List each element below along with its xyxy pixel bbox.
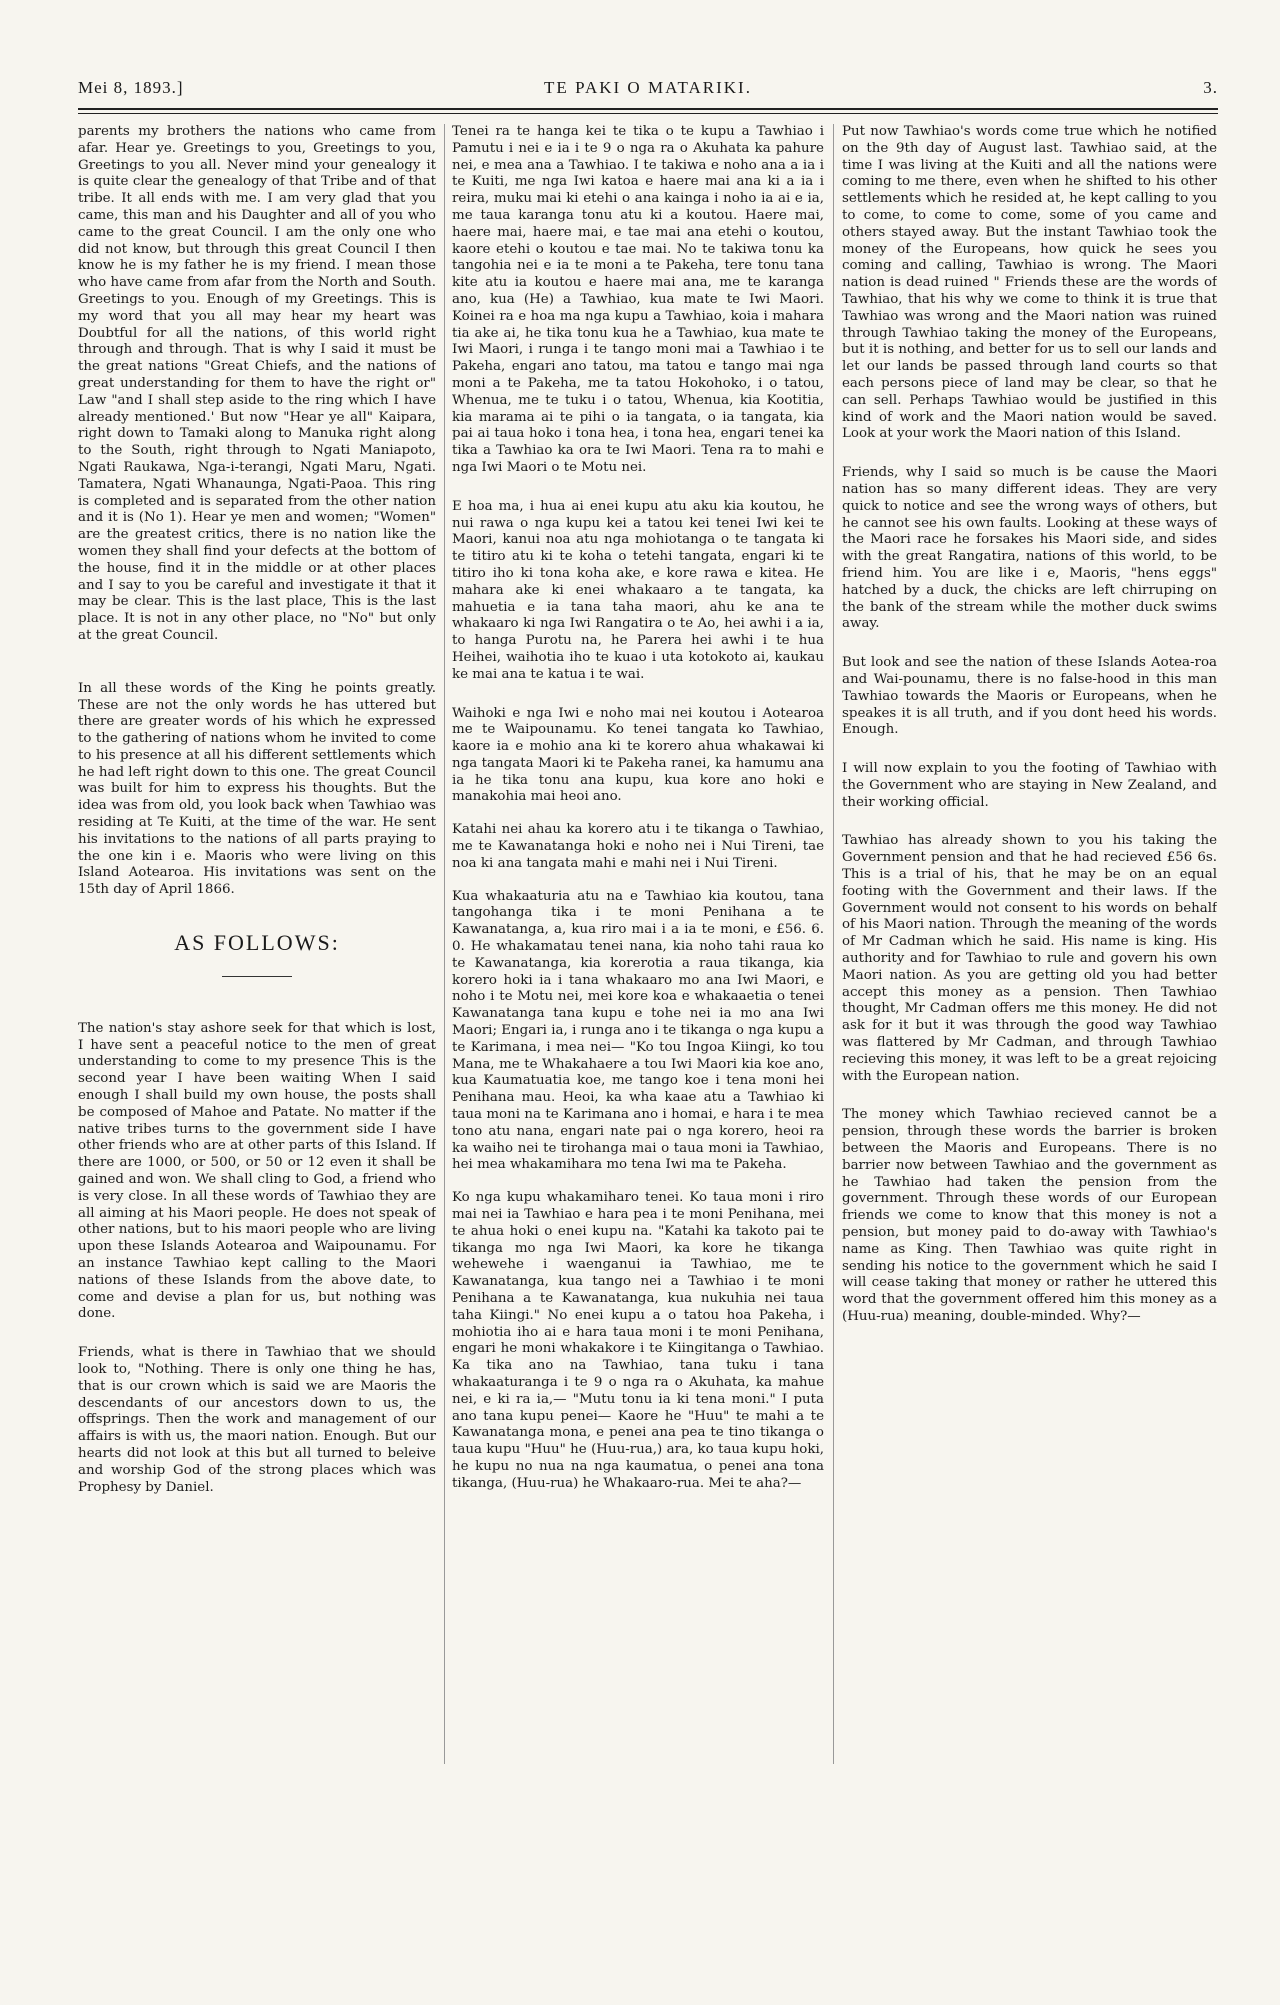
paragraph: Kua whakaaturia atu na e Tawhiao kia koutou, tana tangohanga tika i te moni Penihana a te Kawanatanga, a, kua riro mai i a ia te moni, e £56. 6. 0. He whakamatau tenei nana, kia noho tahi raua ko te Kawanatanga, kia korerotia a raua tikanga, kia korero hoki ia i tana whakaaro mo ana Iwi Maori, e noho i te Motu nei, mei kore koa e whakaaetia o tenei Kawanatanga tana kupu e tohe nei ia mo ana Iwi Maori; Engari ia, i runga ano i te tikanga o nga kupu a te Karimana, i mea nei— "Ko tou Ingoa Kiingi, ko tou Mana, me te Whakahaere a tou Iwi Maori kia koe ano, kua Kaumatuatia koe, me tango koe i tena moni hei Penihana mau. Heoi, ka wha kaae atu a Tawhiao ki taua moni na te Karimana ano i homai, e hara i te mea tono atu nana, engari nate pai o nga korero, heoi ra ka waiho nei te tirohanga mai o taua moni ia Tawhiao, hei mea whakamihara mo tena Iwi ma te Pakeha. bbox=[452, 888, 824, 1173]
paragraph: Friends, why I said so much is be cause the Maori nation has so many different ideas. They are very quick to notice and see the wrong ways of others, but he cannot see his own faults. Looking at these ways of the Maori race he forsakes his Maori side, and sides with the great Rangatira, nations of this world, to be friend him. You are like i e, Maoris, "hens eggs" hatched by a duck, the chicks are left chirruping on the bank of the stream while the mother duck swims away. bbox=[842, 465, 1217, 632]
column-middle bbox=[452, 124, 824, 1984]
paragraph: The nation's stay ashore seek for that which is lost, I have sent a peaceful notice to the men of great understanding to come to my presence This is the second year I have been waiting When I said enough I shall build my own house, the posts shall be composed of Mahoe and Patate. No matter if the native tribes turns to the government side I have other friends who are at other parts of this Island. If there are 1000, or 500, or 50 or 12 even it shall be gained and won. We shall cling to God, a friend who is very close. In all these words of Tawhiao they are all aiming at his Maori people. He does not speak of other nations, but to his maori people who are living upon these Islands Aotearoa and Waipounamu. For an instance Tawhiao kept calling to the Maori nations of these Islands from the above date, to come and devise a plan for us, but nothing was done. bbox=[78, 1020, 436, 1322]
section-heading: AS FOLLOWS: bbox=[174, 930, 340, 956]
paragraph: Tenei ra te hanga kei te tika o te kupu a Tawhiao i Pamutu i nei e ia i te 9 o nga ra o Akuhata ka pahure nei, e mea ana a Tawhiao. I te takiwa e noho ana a ia i te Kuiti, me nga Iwi katoa e haere mai ana ki a ia i reira, muku mai ki etehi o ana kainga i noho ia ai e ia, me taua karanga tonu atu ki a koutou. Haere mai, haere mai, haere mai, e tae mai ana etehi o koutou, kaore etehi o koutou e tae mai. No te takiwa tonu ka tangohia nei e ia te moni a te Pakeha, tere tonu tana kite atu ia koutou e haere mai ana, me te karanga ano, kua (He) a Tawhiao, kua mate te Iwi Maori. Koinei ra e hoa ma nga kupu a Tawhiao, koia i mahara tia ake ai, he tika tonu kua he a Tawhiao, kua mate te Iwi Maori, i runga i te tango moni mai a Tawhiao i te Pakeha, engari ano tatou, ma tatou e tango mai nga moni a te Pakeha, me ta tatou Hokohoko, i o tatou, Whenua, me te tuku i o tatou, Whenua, kia Kootitia, kia marama ai te pihi o ia tangata, o ia tangata, kia pai ai taua hoko i tona hea, i tona hea, engari tenei ka tika a Tawhiao ka ora te Iwi Maori. Tena ra to mahi e nga Iwi Maori o te Motu nei. bbox=[452, 124, 824, 475]
paragraph: Katahi nei ahau ka korero atu i te tikanga o Tawhiao, me te Kawanatanga hoki e noho nei i Nui Tireni, tae noa ki ana tangata mahi e mahi nei i Nui Tireni. bbox=[452, 822, 824, 871]
column-left bbox=[78, 124, 436, 1984]
page-number: 3. bbox=[1203, 78, 1218, 97]
paragraph: E hoa ma, i hua ai enei kupu atu aku kia koutou, he nui rawa o nga kupu kei a tatou kei tenei Iwi kei te Maori, kanui noa atu nga mohiotanga o te tangata ki te titiro atu ki te koha o tetehi tangata, engari ki te titiro iho ki tona koha ake, e kore rawa e kitea. He mahara ake ki enei whakaaro a te tangata, ka mahuetia e ia tana taha maori, ahu ke ana te whakaaro ki nga Iwi Rangatira o te Ao, hei awhi i a ia, to hanga Purotu na, he Parera hei awhi i te hua Heihei, waihotia iho te kuao i uta kotokoto ai, kaukau ke mai ana te katua i te wai. bbox=[452, 498, 824, 682]
column-divider bbox=[444, 124, 445, 1764]
column-divider bbox=[833, 124, 834, 1764]
paragraph: In all these words of the King he points greatly. These are not the only words he has uttered but there are greater words of his which he expressed to the gathering of nations whom he invited to come to his presence at all his different settlements which he had left right down to this one. The great Council was built for him to express his thoughts. But the idea was from old, you look back when Tawhiao was residing at Te Kuiti, at the time of the war. He sent his invitations to the nations of all parts praying to the one kin i e. Maoris who were living on this Island Aotearoa. His invitations was sent on the 15th day of April 1866. bbox=[78, 680, 436, 898]
column-right bbox=[842, 124, 1217, 1984]
paragraph: parents my brothers the nations who came from afar. Hear ye. Greetings to you, Greetings to you, Greetings to you all. Never mind your genealogy it is quite clear the genealogy of that Tribe and of that tribe. It all ends with me. I am very glad that you came, this man and his Daughter and all of you who came to the great Council. I am the only one who did not know, but through this great Council I then know he is my father he is my friend. I mean those who have came from afar from the North and South. Greetings to you. Enough of my Greetings. This is my word that you all may hear my heart was Doubtful for all the nations, of this world right through and through. That is why I said it must be the great nations "Great Chiefs, and the nations of great understanding for them to have the right or" Law "and I shall step aside to the ring which I have already mentioned.' But now "Hear ye all" Kaipara, right down to Tamaki along to Manuka right along to the South, right through to Ngati Maniapoto, Ngati Raukawa, Nga-i-terangi, Ngati Maru, Ngati. Tamatera, Ngati Whanaunga, Ngati-Paoa. This ring is completed and is separated from the other nation and it is (No 1). Hear ye men and women; "Women" are the greatest critics, there is no nation like the women they shall find your defects at the bottom of the house, find it in the middle or at other places and I say to you be careful and investigate it that it may be clear. This is the last place, This is the last place. It is not in any other place, no "No" but only at the great Council. bbox=[78, 124, 436, 643]
page-header bbox=[78, 78, 1218, 112]
header-rule bbox=[78, 108, 1218, 114]
paragraph: Waihoki e nga Iwi e noho mai nei koutou i Aotearoa me te Waipounamu. Ko tenei tangata ko Tawhiao, kaore ia e mohio ana ki te korero ahua whakawai ki nga tangata Maori ki te Pakeha ranei, ka hamumu ana ia he tika tonu ana kupu, kua kore ano hoki e manakohia mai heoi ano. bbox=[452, 705, 824, 805]
paragraph: Friends, what is there in Tawhiao that we should look to, "Nothing. There is only one thing he has, that is our crown which is said we are Maoris the descendants of our ancestors down to us, the offsprings. Then the work and management of our affairs is with us, the maori nation. Enough. But our hearts did not look at this but all turned to beleive and worship God of the strong places which was Prophesy by Daniel. bbox=[78, 1345, 436, 1495]
paragraph: I will now explain to you the footing of Tawhiao with the Government who are staying in New Zealand, and their working official. bbox=[842, 761, 1217, 810]
paragraph: Tawhiao has already shown to you his taking the Government pension and that he had recieved £56 6s. This is a trial of his, that he may be on an equal footing with the Government and their laws. If the Government would not consent to his words on behalf of his Maori nation. Through the meaning of the words of Mr Cadman which he said. His name is king. His authority and for Tawhiao to rule and govern his own Maori nation. As you are getting old you had better accept this money as a pension. Then Tawhiao thought, Mr Cadman offers me this money. He did not ask for it but it was through the good way Tawhiao was flattered by Mr Cadman, and through Tawhiao recieving this money, it was left to be a great rejoicing with the European nation. bbox=[842, 833, 1217, 1084]
heading-rule bbox=[222, 976, 292, 977]
paragraph: Put now Tawhiao's words come true which he notified on the 9th day of August last. Tawhiao said, at the time I was living at the Kuiti and all the nations were coming to me there, even when he shifted to his other settlements which he resided at, he kept calling to you to come, to come to come, some of you came and others stayed away. But the instant Tawhiao took the money of the Europeans, how quick he sees you coming and calling, Tawhiao is wrong. The Maori nation is dead ruined " Friends these are the words of Tawhiao, that his why we come to think it is true that Tawhiao was wrong and the Maori nation was ruined through Tawhiao taking the money of the Europeans, but it is nothing, and better for us to sell our lands and let our lands be passed through land courts so that each persons piece of land may be clear, so that he can sell. Perhaps Tawhiao would be justified in this kind of work and the Maori nation would be saved. Look at your work the Maori nation of this Island. bbox=[842, 124, 1217, 442]
paragraph: But look and see the nation of these Islands Aotea-roa and Wai-pounamu, there is no false-hood in this man Tawhiao towards the Maoris or Europeans, when he speakes it is all truth, and if you dont heed his words. Enough. bbox=[842, 655, 1217, 738]
issue-date: Mei 8, 1893.] bbox=[78, 78, 184, 97]
paragraph: The money which Tawhiao recieved cannot be a pension, through these words the barrier is broken between the Maoris and Europeans. There is no barrier now between Tawhiao and the government as he Tawhiao had taken the pension from the government. Through these words of our European friends we come to know that this money is not a pension, but money paid to do-away with Tawhiao's name as King. Then Tawhiao was quite right in sending his notice to the government which he said I will cease taking that money or rather he uttered this word that the government offered him this money as a (Huu-rua) meaning, double-minded. Why?— bbox=[842, 1107, 1217, 1324]
paragraph: Ko nga kupu whakamiharo tenei. Ko taua moni i riro mai nei ia Tawhiao e hara pea i te moni Penihana, mei te ahua hoki o enei kupu na. "Katahi ka takoto pai te tikanga mo nga Iwi Maori, ka kore he tikanga wehewehe i waenganui ia Tawhiao, me te Kawanatanga, kua tango nei a Tawhiao i te moni Penihana a te Kawanatanga, kua nukuhia nei taua taha Kiingi." No enei kupu a o tatou hoa Pakeha, i mohiotia iho ai e hara taua moni i te moni Penihana, engari he moni whakakore i te Kiingitanga o Tawhiao. Ka tika ano na Tawhiao, tana tuku i tana whakaaturanga i te 9 o nga ra o Akuhata, ka mahue nei, e ki ra ia,— "Mutu tonu ia ki tena moni." I puta ano tana kupu penei— Kaore he "Huu" te mahi a te Kawanatanga mona, e penei ana pea te tino tikanga o taua kupu "Huu" he (Huu-rua,) ara, ko taua kupu hoki, he kupu no nua na nga kaumatua, o penei ana tona tikanga, (Huu-rua) he Whakaaro-rua. Mei te aha?— bbox=[452, 1190, 824, 1491]
masthead-title: TE PAKI O MATARIKI. bbox=[544, 78, 752, 97]
